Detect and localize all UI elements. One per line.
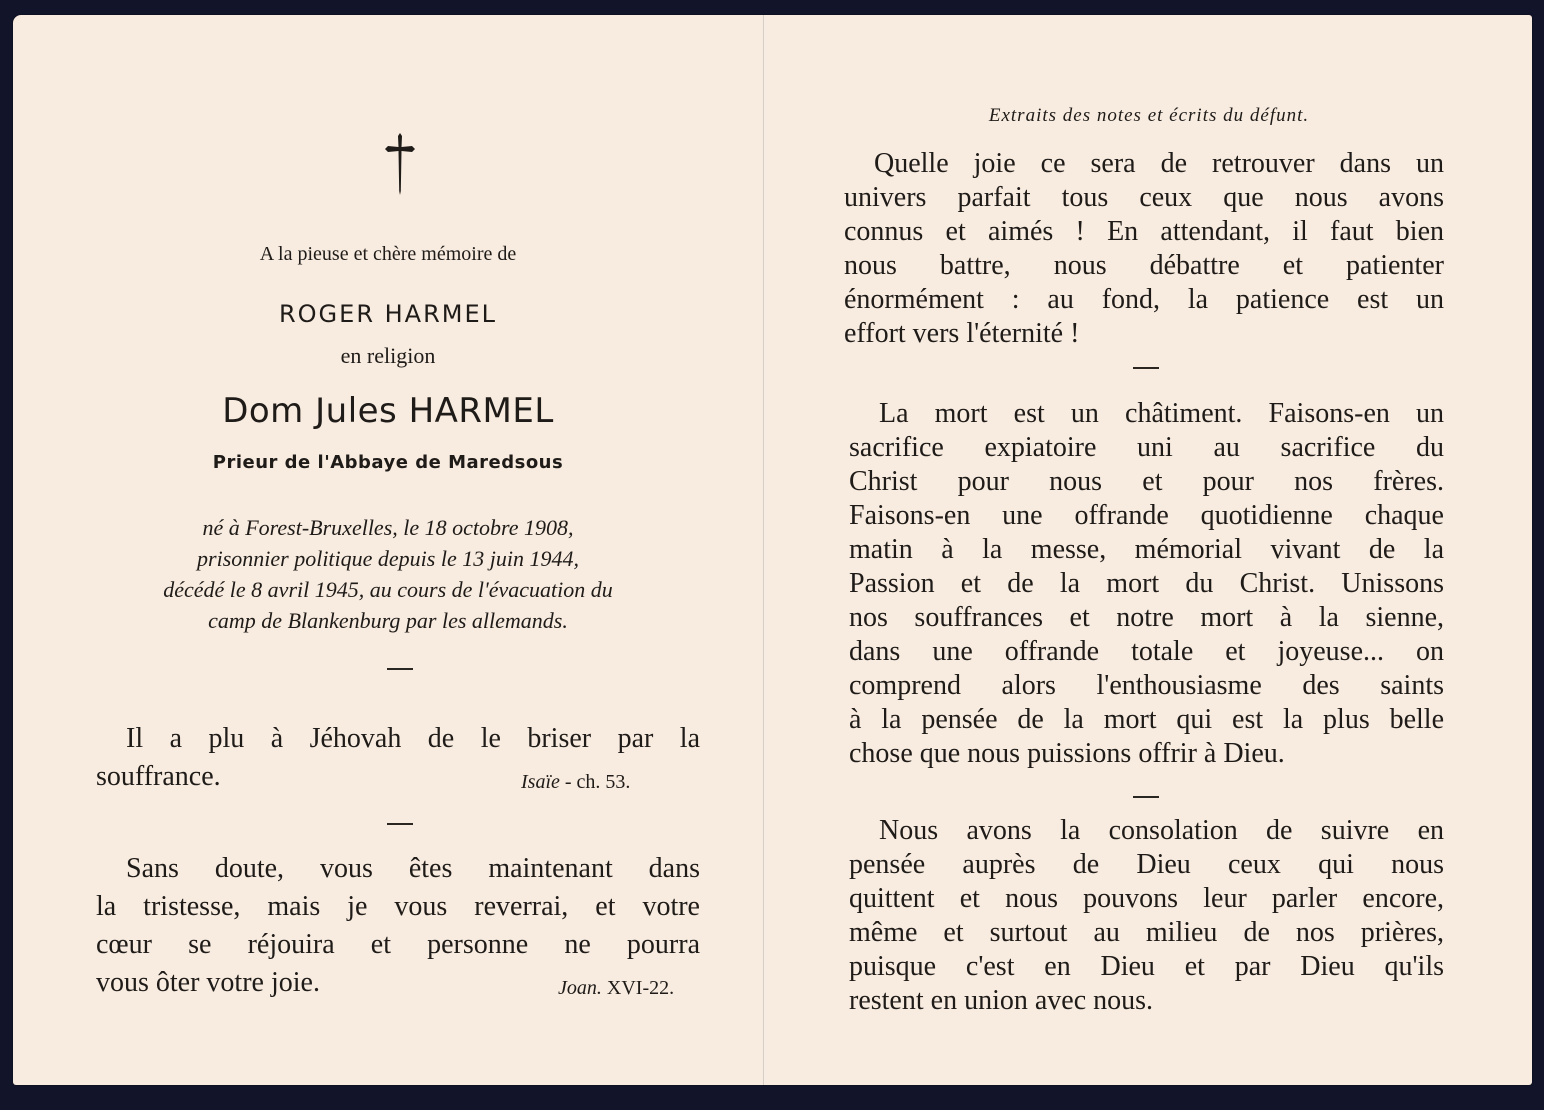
paragraph-line: sacrifice expiatoire uni au sacrifice du xyxy=(849,432,1444,463)
paragraph-line: Faisons-en une offrande quotidienne chaque xyxy=(849,500,1444,531)
dedication-text: A la pieuse et chère mémoire de xyxy=(259,243,517,265)
paragraph-line: Quelle joie ce sera de retrouver dans un xyxy=(874,148,1444,179)
in-religion-text: en religion xyxy=(340,343,436,368)
paragraph-line: comprend alors l'enthousiasme des saints xyxy=(849,670,1444,701)
paragraph-line: univers parfait tous ceux que nous avons xyxy=(844,182,1444,213)
paragraph-line: Passion et de la mort du Christ. Unissons xyxy=(849,568,1444,599)
abbey-title: Prieur de l'Abbaye de Maredsous xyxy=(212,452,564,473)
paragraph-line: chose que nous puissions offrir à Dieu. xyxy=(849,738,1285,769)
quote2-reference xyxy=(558,977,674,1000)
paragraph-line: La mort est un châtiment. Faisons-en un xyxy=(879,398,1444,429)
quote2-line: la tristesse, mais je vous reverrai, et votre xyxy=(96,891,700,922)
quote1-line: Il a plu à Jéhovah de le briser par la xyxy=(126,723,700,754)
biography-line: camp de Blankenburg par les allemands. xyxy=(208,608,568,633)
paragraph-line: connus et aimés ! En attendant, il faut bien xyxy=(844,216,1444,247)
quote2-line: vous ôter votre joie. xyxy=(96,967,320,998)
memorial-card xyxy=(13,15,1532,1085)
paragraph-line: puisque c'est en Dieu et par Dieu qu'ils xyxy=(849,951,1444,982)
separator xyxy=(1133,796,1159,798)
quote1-reference xyxy=(521,771,630,794)
quote2-line: Sans doute, vous êtes maintenant dans xyxy=(126,853,700,884)
paragraph-line: nous battre, nous débattre et patienter xyxy=(844,250,1444,281)
paragraph-line: Christ pour nous et pour nos frères. xyxy=(849,466,1444,497)
biography-line: né à Forest-Bruxelles, le 18 octobre 1908, xyxy=(202,515,574,540)
separator xyxy=(387,668,413,670)
biography xyxy=(13,512,763,636)
reference-book: Joan. xyxy=(558,977,602,999)
biography-line: prisonnier politique depuis le 13 juin 1944, xyxy=(197,546,579,571)
separator xyxy=(387,823,413,825)
paragraph-line: pensée auprès de Dieu ceux qui nous xyxy=(849,849,1444,880)
paragraph-line: quittent et nous pouvons leur parler encore, xyxy=(849,883,1444,914)
birth-name: ROGER HARMEL xyxy=(278,300,497,328)
separator xyxy=(1133,367,1159,369)
paragraph-line: même et surtout au milieu de nos prières, xyxy=(849,917,1444,948)
biography-line: décédé le 8 avril 1945, au cours de l'évacuation du xyxy=(163,577,613,602)
paragraph-line: nos souffrances et notre mort à la sienne, xyxy=(849,602,1444,633)
extracts-heading: Extraits des notes et écrits du défunt. xyxy=(988,105,1310,126)
paragraph-line: à la pensée de la mort qui est la plus belle xyxy=(849,704,1444,735)
left-panel xyxy=(13,15,763,1085)
quote1-line: souffrance. xyxy=(96,761,221,792)
paragraph-line: restent en union avec nous. xyxy=(849,985,1154,1016)
paragraph-line: Nous avons la consolation de suivre en xyxy=(879,815,1444,846)
reference-book: Isaïe xyxy=(521,771,560,793)
paragraph-line: énormément : au fond, la patience est un xyxy=(844,284,1444,315)
reference-chapter: - ch. 53. xyxy=(559,771,631,793)
paragraph-line: effort vers l'éternité ! xyxy=(844,318,1080,349)
right-panel xyxy=(766,15,1532,1085)
cross-icon xyxy=(385,133,415,195)
paragraph-line: dans une offrande totale et joyeuse... on xyxy=(849,636,1444,667)
reference-chapter: XVI-22. xyxy=(601,977,675,999)
religious-name: Dom Jules HARMEL xyxy=(222,391,554,431)
paragraph-line: matin à la messe, mémorial vivant de la xyxy=(849,534,1444,565)
quote2-line: cœur se réjouira et personne ne pourra xyxy=(96,929,700,960)
